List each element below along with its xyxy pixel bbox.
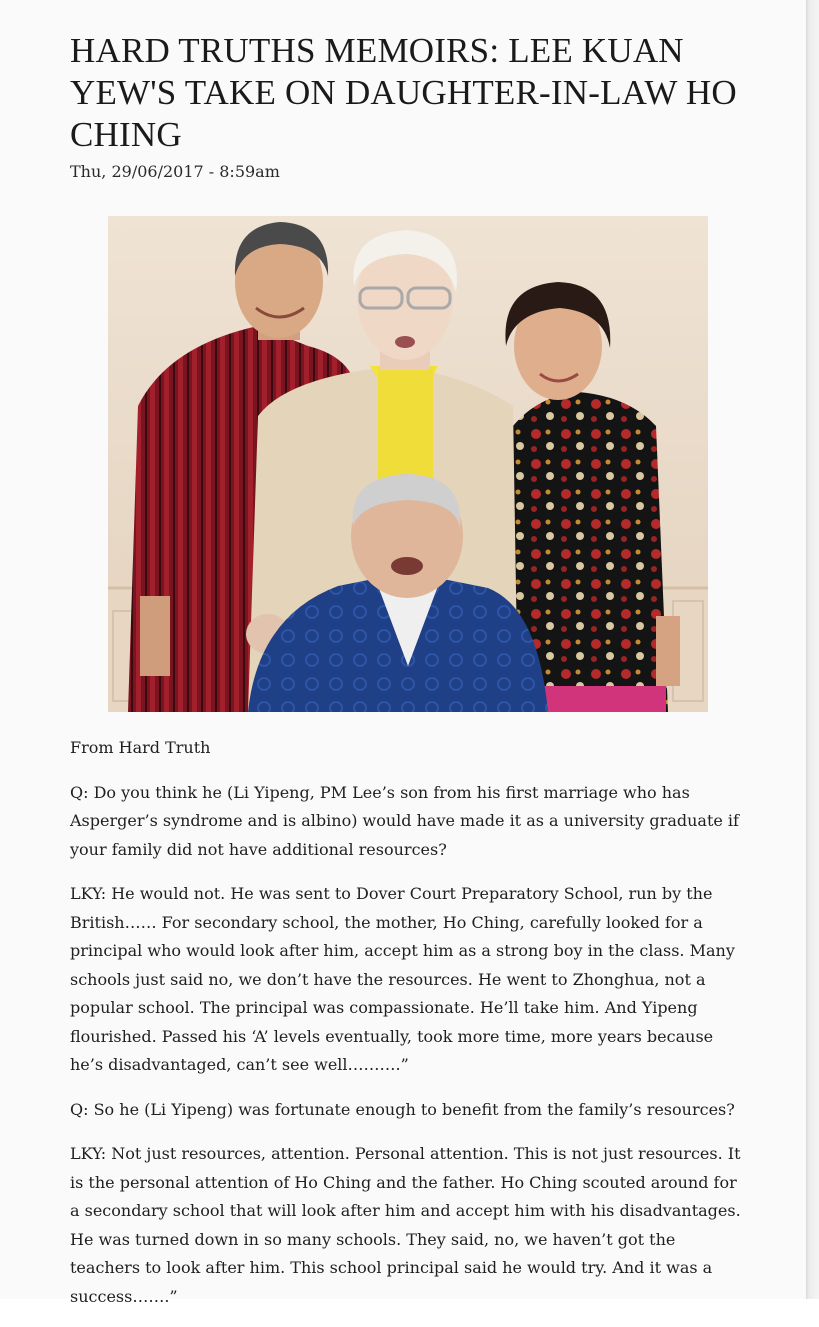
article-photo <box>108 216 708 712</box>
paragraph-a2: LKY: Not just resources, attention. Personal attention. This is not just resources. It is the personal attention of Ho Ching and the father. Ho Ching scouted around for a secondary school that will look after him and accept him with his disadvantages. He was turned down in so many schools. They said, no, we haven’t got the teachers to look after him. This school principal said he would try. And it was a success…….” <box>70 1144 741 1306</box>
paragraph-a1: LKY: He would not. He was sent to Dover Court Preparatory School, run by the British…… For secondary school, the mother, Ho Ching, carefully looked for a principal who would look after him, accept him as a strong boy in the class. Many schools just said no, we don’t have the resources. He went to Zhonghua, not a popular school. The principal was compassionate. He’ll take him. And Yipeng flourished. Passed his ‘A’ levels eventually, took more time, more years because he’s disadvantaged, can’t see well……….” <box>70 884 735 1074</box>
paragraph-q2: Q: So he (Li Yipeng) was fortunate enough to benefit from the family’s resources? <box>70 1099 735 1119</box>
article-title: HARD TRUTHS MEMOIRS: LEE KUAN YEW'S TAKE ON DAUGHTER-IN-LAW HO CHING <box>70 31 737 154</box>
source-line: From Hard Truth <box>70 738 211 757</box>
window-edge-shadow <box>806 0 819 1299</box>
article-header <box>70 30 750 182</box>
family-photo-image <box>108 216 708 712</box>
article-body <box>70 734 750 1327</box>
paragraph-q1: Q: Do you think he (Li Yipeng, PM Lee’s son from his first marriage who has Asperger’s syndrome and is albino) would have made it as a university graduate if your family did not have additional resources? <box>70 782 739 859</box>
article-date: Thu, 29/06/2017 - 8:59am <box>70 162 280 181</box>
